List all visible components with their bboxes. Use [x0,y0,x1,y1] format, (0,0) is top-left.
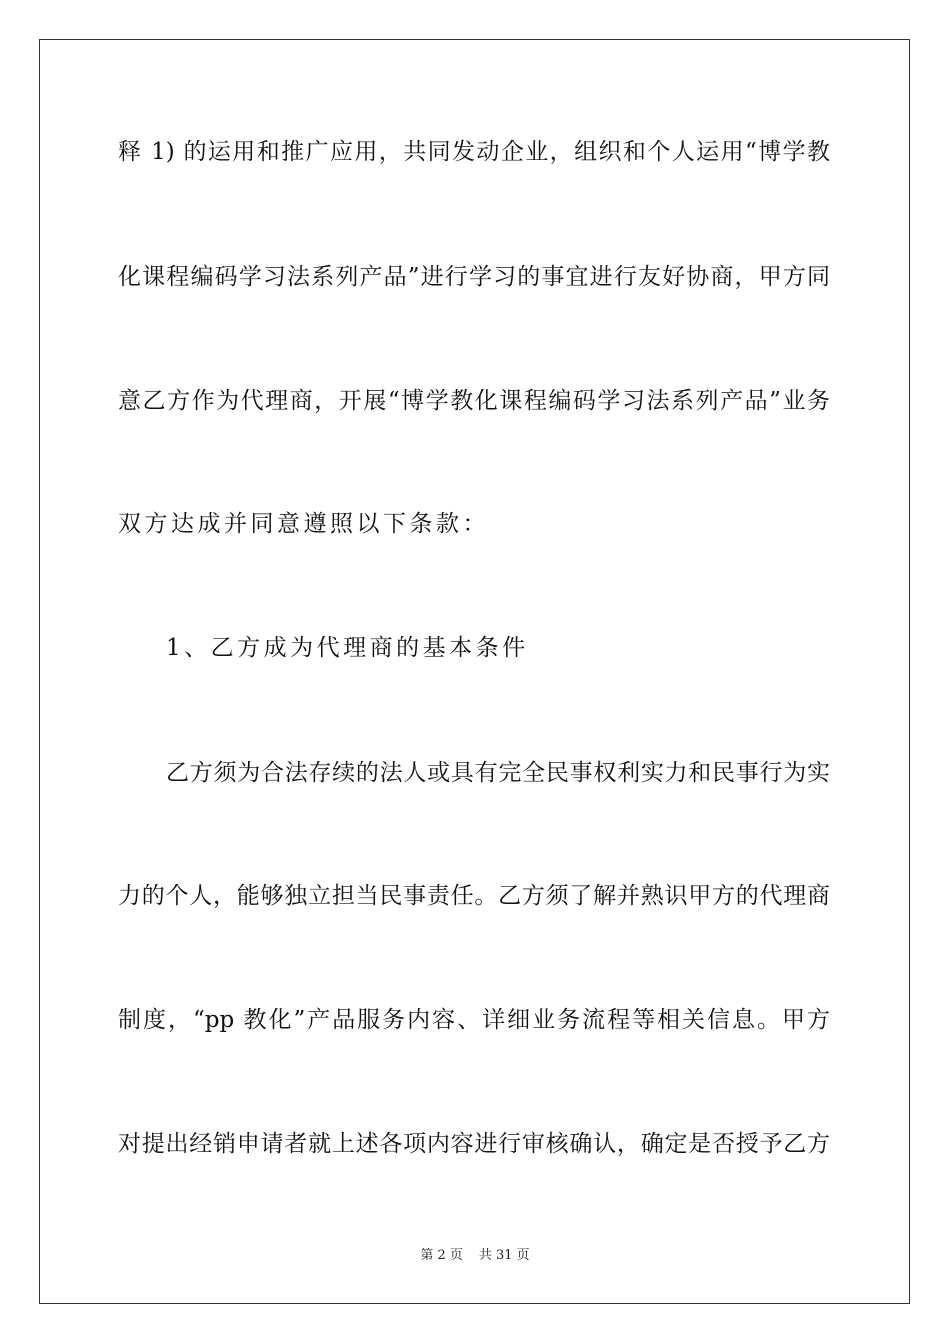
paragraph-line: 意乙方作为代理商，开展“博学教化课程编码学习法系列产品”业务 [118,388,830,414]
paragraph-line: 制度，“pp 教化”产品服务内容、详细业务流程等相关信息。甲方 [118,1007,830,1033]
total-pages: 共 31 页 [478,1248,530,1263]
page-number: 第 2 页 [420,1248,463,1263]
page-footer [0,1247,950,1265]
section-heading: 1、乙方成为代理商的基本条件 [166,635,529,661]
paragraph-line: 对提出经销申请者就上述各项内容进行审核确认，确定是否授予乙方 [118,1131,830,1157]
paragraph-line: 化课程编码学习法系列产品”进行学习的事宜进行友好协商，甲方同 [118,264,830,290]
paragraph-line: 双方达成并同意遵照以下条款： [118,511,489,537]
page-border [39,39,910,1304]
paragraph-line: 乙方须为合法存续的法人或具有完全民事权利实力和民事行为实 [166,760,830,786]
paragraph-line: 释 1) 的运用和推广应用，共同发动企业，组织和个人运用“博学教 [118,139,830,165]
paragraph-line: 力的个人，能够独立担当民事责任。乙方须了解并熟识甲方的代理商 [118,883,830,909]
